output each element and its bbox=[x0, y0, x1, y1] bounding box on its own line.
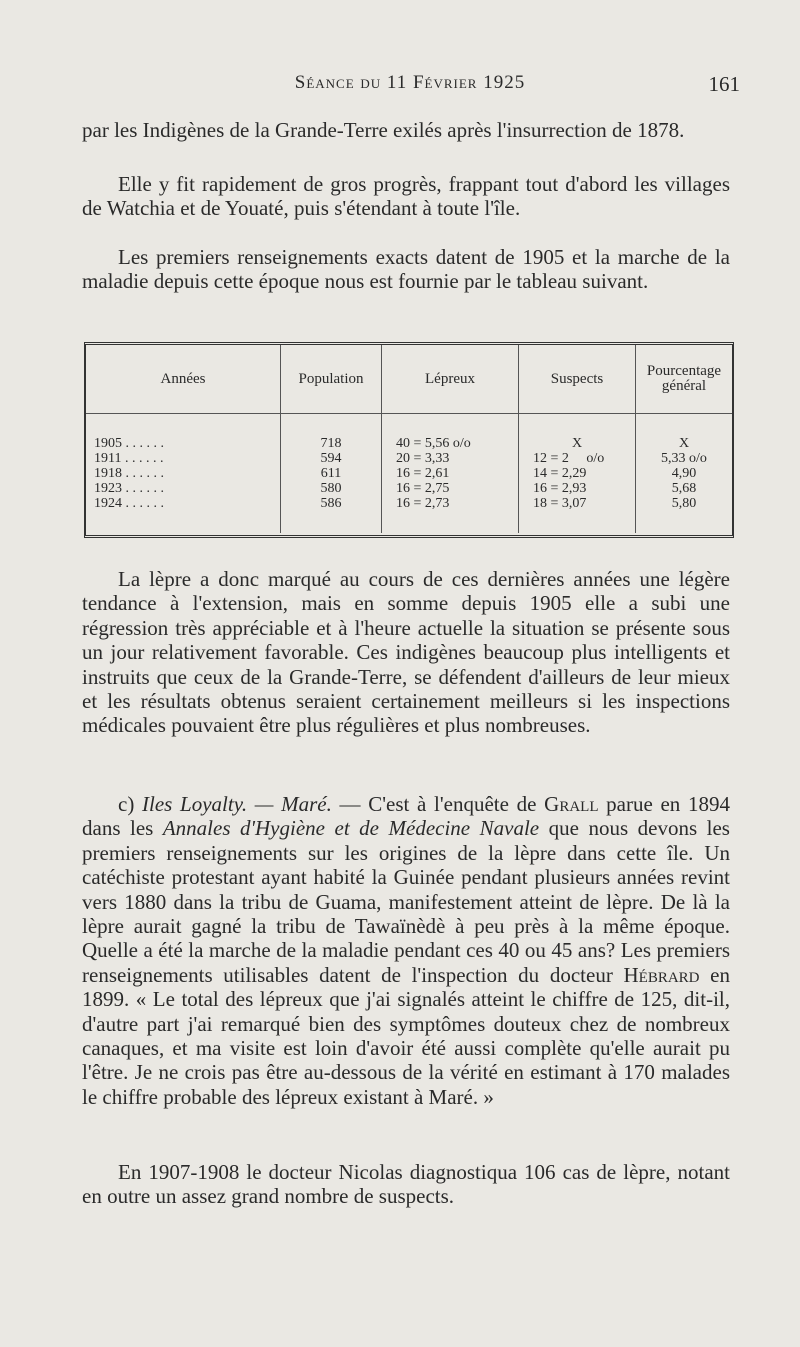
cell-lepreux: 40 = 5,56 o/o bbox=[382, 436, 519, 451]
col-header-pourcentage: Pourcentage général bbox=[636, 345, 733, 414]
cell-population: 611 bbox=[281, 466, 382, 481]
cell-year: 1924 . . . . . . bbox=[86, 496, 281, 511]
section-label: c) bbox=[118, 792, 135, 816]
paragraph-4: La lèpre a donc marqué au cours de ces dernières années une légère tendance à l'extension, mais en somme depuis 1905 elle a subi une régression très appréciable et à l'heure actuelle la situation se présente sous un jour relativement favorable. Ces indigènes beaucoup plus intelligents et instruits que ceux de la Grande-Terre, se défendent d'ailleurs de leur mieux et les résultats obtenus seraient certainement meilleurs si les inspections médicales pouvaient être plus régulières et plus nombreuses. bbox=[82, 567, 730, 738]
text-run: que nous devons les premiers renseignements sur les origines de la lèpre dans cette île. Un catéchiste protestant ayant habité la Guinée pendant plusieurs années revint vers 1880 dans la tribu de Guama, manifestement atteint de lèpre. De là la lèpre aurait gagné la tribu de Tawaïnèdè à peu près à la même époque. Quelle a été la marche de la maladie pendant ces 40 ou 45 ans? Les premiers renseignements utilisables datent de l'inspection du docteur bbox=[82, 816, 730, 987]
paragraph-2: Elle y fit rapidement de gros progrès, frappant tout d'abord les villages de Watchia et de Youaté, puis s'étendant à toute l'île. bbox=[82, 172, 730, 221]
cell-suspects: 16 = 2,93 bbox=[519, 481, 636, 496]
table-row bbox=[86, 436, 732, 451]
cell-pourcentage: 5,33 o/o bbox=[661, 451, 707, 466]
table-row bbox=[86, 496, 732, 511]
table-row bbox=[86, 451, 732, 466]
col-header-lepreux: Lépreux bbox=[382, 345, 519, 414]
cell-lepreux: 16 = 2,75 bbox=[382, 481, 519, 496]
cell-population: 580 bbox=[281, 481, 382, 496]
col-header-population: Population bbox=[281, 345, 382, 414]
cell-suspects: 14 = 2,29 bbox=[519, 466, 636, 481]
col-header-suspects: Suspects bbox=[519, 345, 636, 414]
page-number: 161 bbox=[708, 72, 740, 96]
cell-suspects: X bbox=[519, 436, 636, 451]
header-title: Séance du 11 Février 1925 bbox=[294, 72, 526, 93]
running-header bbox=[80, 72, 740, 102]
table-header-row bbox=[86, 345, 732, 414]
paragraph-1: par les Indigènes de la Grande-Terre exilés après l'insurrection de 1878. bbox=[82, 118, 685, 142]
cell-lepreux: 16 = 2,61 bbox=[382, 466, 519, 481]
leprosy-table bbox=[84, 342, 734, 538]
cell-year: 1918 . . . . . . bbox=[86, 466, 281, 481]
section-place: Iles Loyalty. — Maré. bbox=[142, 792, 332, 816]
paragraph-loyalty bbox=[82, 792, 730, 1109]
journal-title: Annales d'Hygiène et de Médecine Navale bbox=[162, 816, 540, 841]
cell-pourcentage: X bbox=[678, 436, 690, 451]
cell-year: 1905 . . . . . . bbox=[86, 436, 281, 451]
data-table bbox=[86, 345, 732, 533]
text-run: parue en 1894 dans les bbox=[82, 792, 730, 841]
table-spacer-row bbox=[86, 414, 732, 437]
cell-population: 586 bbox=[281, 496, 382, 511]
cell-suspects: 12 = 2 o/o bbox=[519, 451, 636, 466]
cell-pourcentage: 5,68 bbox=[671, 481, 697, 496]
paragraph-3: Les premiers renseignements exacts datent de 1905 et la marche de la maladie depuis cette époque nous est fournie par le tableau suivant. bbox=[82, 245, 730, 294]
cell-lepreux: 16 = 2,73 bbox=[382, 496, 519, 511]
cell-pourcentage: 4,90 bbox=[671, 466, 697, 481]
col-header-annees: Années bbox=[86, 345, 281, 414]
cell-suspects: 18 = 3,07 bbox=[519, 496, 636, 511]
cell-population: 718 bbox=[281, 436, 382, 451]
author-grall: Grall bbox=[544, 792, 599, 816]
table-row bbox=[86, 466, 732, 481]
cell-population: 594 bbox=[281, 451, 382, 466]
paragraph-last: En 1907-1908 le docteur Nicolas diagnostiqua 106 cas de lèpre, notant en outre un assez grand nombre de suspects. bbox=[82, 1160, 730, 1209]
text-run: — C'est à l'enquête de bbox=[331, 792, 545, 816]
text-run: en 1899. « Le total des lépreux que j'ai signalés atteint le chiffre de 125, dit-il, d'autre part j'ai remarqué bien des symptômes douteux chez de nombreux canaques, et ma visite est loin d'avoir été aussi complète qu'elle aurait pu l'être. Je ne crois pas être au-dessous de la vérité en estimant à 170 malades le chiffre probable des lépreux existant à Maré. » bbox=[82, 962, 730, 1109]
cell-year: 1923 . . . . . . bbox=[86, 481, 281, 496]
author-hebrard: Hébrard bbox=[623, 962, 700, 987]
table-spacer-row bbox=[86, 511, 732, 533]
cell-pourcentage: 5,80 bbox=[671, 496, 697, 511]
table-row bbox=[86, 481, 732, 496]
cell-year: 1911 . . . . . . bbox=[86, 451, 281, 466]
cell-lepreux: 20 = 3,33 bbox=[382, 451, 519, 466]
